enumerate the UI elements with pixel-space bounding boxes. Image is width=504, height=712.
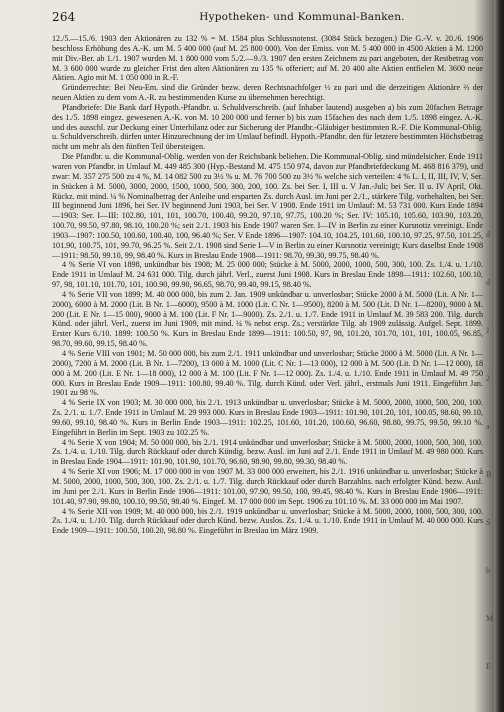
margin-mark: b xyxy=(486,566,490,575)
body-paragraph: 4 % Serie VII von 1899; M. 40 000 000, bis zum 2. Jan. 1909 unkündbar u. unverlosbar; Stücke 2000 à M. 5000 (Lit. A Nr. 1—2000), 6000 à M. 2000 (Lit. B Nr. 1—6000), 9500 à M. 1000 (Lit. C Nr. 1—9500), 8200 à M. 500 (Lit. D Nr. 1—8200), 9000 à M. 200 (Lit. E Nr. 1—15 000), 9000 à M. 100 (Lit. F Nr. 1—9000). Zs. 2./1. u. 1./7. Ende 1911 in Umlauf M. 39 583 200. Tilg. durch Künd. oder jährl. Verl., zuerst im Juni 1909, mit mind. ¼ % nebst ersp. Zs.; verstärkte Tilg. ab 1909 zulässig. Aufgel. Sept. 1899. Erster Kurs 6./10. 1899: 100.50 %. Kurs in Breslau Ende 1899—1911: 100.50, 97, 98, 101.20, 101.70, 101, 101, 100.05, 96.85, 98.70, 99.60, 99.15, 98.40 %. xyxy=(52,289,483,349)
margin-mark: S xyxy=(486,518,491,527)
running-title: Hypotheken- und Kommunal-Banken. xyxy=(199,11,405,23)
body-paragraph: Pfandbriefe: Die Bank darf Hypoth.-Pfandbr. u. Schuldverschreib. (auf Inhaber lautend) ausgeben a) bis zum 20fachen Betrage des 1./5. 1898 eingez. gewesenen A.-K. von M. 10 200 000 und ferner b) bis zum 15fachen des nach dem 1./5. 1898 eingez. A.-K. und des ausschl. zur Deckung einer Unterbilanz oder zur Sicherung der Pfandbr.-Gläubiger bestimmten R.-F. Die Kommunal-Oblig. u. Schuldverschreib. dürfen unter Hinzurechnung der im Umlauf befindl. Hypoth.-Pfandbr. den für letztere bestimmten Höchstbetrag nicht um mehr als den fünften Teil übersteigen. xyxy=(52,102,483,152)
body-paragraph: 4 % Serie XI von 1906; M. 17 000 000 in von 1907 M. 33 000 000 erweitert, bis 2./1. 1916 unkündbar u. unverlosbar; Stücke à M. 5000, 2000, 1000, 500, 300, 100. Zs. 2./1. u. 1./7. Tilg. durch Rückkauf oder durch Barzahlns. nach erfolgter Künd. bezw. Ausl. im Juni per 2./1. Kurs in Berlin Ende 1906—1911: 101.00, 97.90, 99.50, 100, 99.45, 98.40 %. Kurs in Breslau Ende 1906—1911: 101.40, 97.90, 99.80, 100.10, 99.50, 98.40 %. Eingef. M. 17 000 000 im Sept. 1906 zu 101.10 %. M. 33 000 000 im Mai 1907. xyxy=(52,467,483,506)
body-paragraph: 12./5.—15./6. 1903 den Aktionären zu 132 % = M. 1584 plus Schlussnotenst. (3084 Stück bezogen.) Die G.-V. v. 20./6. 1906 beschloss Erhöhung des A.-K. um M. 5 400 000 (auf M. 25 800 000). Von der Emiss. von M. 5 400 000 in 4500 Aktien à M. 1200 mit Div.-Ber. ab 1./1. 1907 wurden M. 1 800 000 vom 5./2.—9./3. 1907 den ersten Zeichnern zu pari angeboten, der Restbetrag von M. 3 600 000 wurde zu gleicher Frist den alten Aktionären zu 135 % offeriert; auf M. 20 400 alte Aktien entfielen M. 3600 neue Aktien. Agio mit M. 1 050 000 in R.-F. xyxy=(52,34,483,83)
margin-mark: d xyxy=(486,278,490,287)
binding-edge-shadow xyxy=(494,0,504,712)
margin-mark: E xyxy=(486,662,491,671)
page-header xyxy=(52,10,482,28)
margin-mark: B xyxy=(486,470,492,479)
body-paragraph: 4 % Serie VIII von 1901; M. 50 000 000, bis zum 2./1. 1911 unkündbar und unverlosbar; Stücke 2000 à M. 5000 (Lit. A Nr. 1—2000), 7200 à M. 2000 (Lit. B Nr. 1—7200), 13 000 à M. 1000 (Lit. C Nr. 1—13 000), 12 000 à M. 500 (Lit. D Nr. 1—12 000), 18 000 à M. 200 (Lit. E Nr. 1—18 000), 12 000 à M. 100 (Lit. F Nr. 1—12 000). Zs. 1./4. u. 1./10. Ende 1911 in Umlauf M. 49 750 000. Kurs in Breslau Ende 1909—1911: 100.80, 99.40 %. Tilg. durch Künd. oder Verl. jährl., erstmals Juni 1911. Eingeführt Jan. 1901 zu 98 %. xyxy=(52,349,483,398)
margin-mark: 2 xyxy=(486,374,490,383)
text-column xyxy=(52,34,483,536)
body-paragraph: Die Pfandbr. u. die Kommunal-Oblig. werden von der Reichsbank beliehen. Die Kommunal-Oblig. sind mündelsicher. Ende 1911 waren von Pfandbr. in Umlauf M. 449 485 300 (Hyp.-Bestand M. 475 150 974, davon zur Pfandbriefdeckung M. 468 816 379), und zwar: M. 357 275 500 zu 4 %, M. 14 082 500 zu 3½ % u. M. 76 700 500 zu 3½ % welche sich verteilen: 4 % L. I, II, III, IV, V, Ser. in Stücken à M. 5000, 3000, 2000, 1500, 1000, 500, 300, 200, 100. Zs. bei Ser. I, III u. V Jan.-Juli; bei Ser. II u. IV April, Okt. Rückz. mit mind. ¼ % Nominalbetrag der Anleihe und ersparten Zs. durch Ausl. im Juni per 2./1., stärkere Tilg. vorbehalten, bei Ser. III beginnend Juni 1896, bei Ser. IV beginnend Juni 1903, bei Ser. V 1908. Ende 1911 im Umlauf: M. 53 731 000. Kurs Ende 1894—1903: Ser. I—III: 102.80, 101, 101, 100.70, 100.40, 99.20, 97.10, 97.75, 100.20 %; Ser. IV: 105.10, 105.60, 103.90, 103.20, 100.70, 99.50, 97.80, 98.10, 100.20 %; seit 2./1. 1903 bis Ende 1907 waren Ser. I—IV in Berlin zu einer Kursnotiz vereinigt. Ende 1903—1907: 100.50, 100.60, 100.40, 100, 96.40 %; Ser. V Ende 1896—1907: 104.10, 104.25, 101.60, 100.10, 97.25, 97.50, 101.25, 101.90, 100.75, 101, 99.70, 96.25 %. Seit 2./1. 1908 sind Serie I—V in Berlin zu einer Kursnotiz vereinigt; Kurs daselbst Ende 1908—1911: 98.50, 99.10, 99, 98.40 %. Kurs in Breslau Ende 1908—1911: 98.70, 99.30, 99.75, 98.40 %. xyxy=(52,152,483,260)
body-paragraph: 4 % Serie VI von 1898, unkündbar bis 1908; M. 25 000 000; Stücke à M. 5000, 2000, 1000, 500, 300, 100. Zs. 1./4. u. 1./10. Ende 1911 in Umlauf M. 24 631 000. Tilg. durch jährl. Verl., zuerst Juni 1908. Kurs in Breslau Ende 1898—1911: 102.60, 100.10, 97, 98, 101.10, 101.70, 101, 100.90, 99.90, 96.65, 98.70, 99.40, 99.15, 98.40 %. xyxy=(52,260,483,290)
page-number: 264 xyxy=(52,10,76,24)
margin-mark: M xyxy=(486,614,494,623)
body-paragraph: 4 % Serie XII von 1909; M. 40 000 000, bis 2./1. 1919 unkündbar u. unverlosbar; Stücke à M. 5000, 2000, 1000, 500, 300, 100. Zs. 1./4. u. 1./10. Tilg. durch Rückkauf oder durch Künd. bezw. Auslos. Zs. 1./4. u. 1./10. Ende 1911 in Umlauf M. 40 000 000. Kurs Ende 1909—1911: 100.50, 100.20, 98.80 %. Eingeführt in Breslau im März 1909. xyxy=(52,506,483,536)
body-paragraph: 4 % Serie X von 1904; M. 50 000 000, bis 2./1. 1914 unkündbar und unverlosbar; Stücke à M. 5000, 2000, 1000, 500, 300, 100. Zs. 1./4. u. 1./10. Tilg. durch Rückkauf oder durch Kündig. bezw. Ausl. im Juni auf 2./1. Ende 1911 in Umlauf M. 49 980 000. Kurs in Breslau Ende 1904—1911: 101.90, 101.90, 101.70, 96.60, 98.90, 99.80, 99.30, 98.40 %. xyxy=(52,437,483,467)
margin-mark: J xyxy=(486,326,490,335)
body-paragraph: Gründerrechte: Bei Neu-Em. sind die Gründer bezw. deren Rechtsnachfolger ⅓ zu pari und die derzeitigen Aktionäre ⅔ der neuen Aktien zu dem vom A.-R. zu bestimmenden Kurse zu übernehmen berechtigt. xyxy=(52,83,483,103)
body-paragraph: 4 % Serie IX von 1903; M. 30 000 000, bis 2./1. 1913 unkündbar u. unverlosbar; Stücke à M. 5000, 2000, 1000, 500, 200, 100. Zs. 2./1. u. 1./7. Ende 1911 in Umlauf M. 29 993 000. Kurs in Breslau Ende 1903—1911: 101.90, 101.20, 101, 100.05, 98.60, 99.10, 99.60, 99.10, 98.40 %. Kurs in Berlin Ende 1903—1911: 102.25, 101.60, 101.20, 100.60, 96.60, 98.80, 99.75, 99.50, 99.10 %. Eingeführt in Berlin im Sept. 1903 zu 102.25 %. xyxy=(52,398,483,437)
margin-mark: a xyxy=(486,422,490,431)
margin-mark: d xyxy=(486,230,490,239)
